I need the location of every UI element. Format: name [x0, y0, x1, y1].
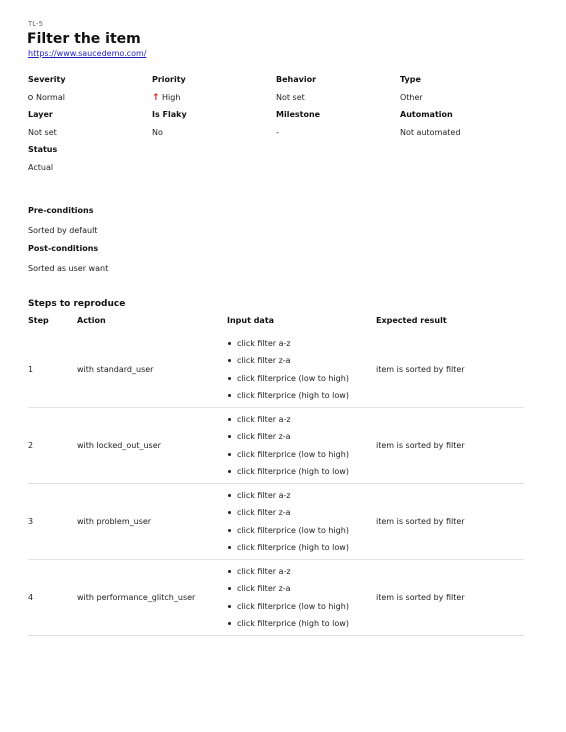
arrow-up-icon: ↑ [152, 92, 160, 103]
status-value: Actual [28, 163, 54, 172]
type-label: Type [400, 75, 421, 84]
input-list [227, 411, 376, 481]
behavior-label: Behavior [276, 75, 317, 84]
is-flaky-value: No [152, 128, 163, 137]
severity-field [28, 74, 152, 103]
behavior-field [276, 74, 400, 103]
step-action: with standard_user [77, 332, 227, 408]
input-item: click filter a-z [227, 487, 376, 505]
input-item: click filterprice (high to low) [227, 463, 376, 481]
automation-value: Not automated [400, 128, 461, 137]
circle-outline-icon [28, 95, 33, 100]
input-item: click filterprice (low to high) [227, 446, 376, 464]
priority-value: High [162, 93, 181, 102]
input-item: click filterprice (high to low) [227, 539, 376, 557]
status-label: Status [28, 145, 58, 154]
priority-label: Priority [152, 75, 186, 84]
milestone-label: Milestone [276, 110, 321, 119]
step-header: Step [28, 316, 49, 325]
input-item: click filterprice (high to low) [227, 387, 376, 405]
step-number: 4 [28, 560, 77, 636]
table-row [28, 408, 524, 484]
input-list [227, 487, 376, 557]
milestone-field [276, 109, 400, 138]
severity-label: Severity [28, 75, 66, 84]
step-number: 1 [28, 332, 77, 408]
layer-value: Not set [28, 128, 57, 137]
input-item: click filter a-z [227, 335, 376, 353]
postconditions-heading: Post-conditions [28, 244, 99, 253]
expected-header: Expected result [376, 316, 447, 325]
properties-grid [28, 74, 528, 179]
step-action: with problem_user [77, 484, 227, 560]
table-row [28, 332, 524, 408]
step-number: 3 [28, 484, 77, 560]
input-item: click filter a-z [227, 563, 376, 581]
input-item: click filter z-a [227, 580, 376, 598]
is-flaky-field [152, 109, 276, 138]
input-item: click filterprice (low to high) [227, 598, 376, 616]
layer-label: Layer [28, 110, 53, 119]
page-title: Filter the item [27, 31, 141, 47]
step-action: with locked_out_user [77, 408, 227, 484]
severity-value: Normal [36, 93, 65, 102]
url-link[interactable]: https://www.saucedemo.com/ [28, 49, 147, 58]
behavior-value: Not set [276, 93, 305, 102]
input-item: click filter a-z [227, 411, 376, 429]
step-action: with performance_glitch_user [77, 560, 227, 636]
input-item: click filter z-a [227, 428, 376, 446]
milestone-value: - [276, 128, 279, 137]
automation-label: Automation [400, 110, 453, 119]
input-item: click filterprice (low to high) [227, 370, 376, 388]
table-row [28, 560, 524, 636]
case-id: TL-5 [28, 20, 44, 28]
input-list [227, 563, 376, 633]
step-expected: item is sorted by filter [376, 560, 524, 636]
input-item: click filter z-a [227, 352, 376, 370]
priority-field [152, 74, 276, 103]
input-item: click filter z-a [227, 504, 376, 522]
preconditions-value: Sorted by default [28, 226, 98, 235]
input-header: Input data [227, 316, 275, 325]
postconditions-value: Sorted as user want [28, 264, 109, 273]
action-header: Action [77, 316, 106, 325]
steps-table [28, 316, 524, 636]
input-item: click filterprice (low to high) [227, 522, 376, 540]
type-value: Other [400, 93, 423, 102]
input-item: click filterprice (high to low) [227, 615, 376, 633]
status-field [28, 144, 152, 173]
steps-title: Steps to reproduce [28, 299, 126, 309]
automation-field [400, 109, 524, 138]
is-flaky-label: Is Flaky [152, 110, 187, 119]
preconditions-heading: Pre-conditions [28, 206, 94, 215]
type-field [400, 74, 524, 103]
layer-field [28, 109, 152, 138]
step-expected: item is sorted by filter [376, 332, 524, 408]
step-expected: item is sorted by filter [376, 408, 524, 484]
table-row [28, 484, 524, 560]
step-number: 2 [28, 408, 77, 484]
step-expected: item is sorted by filter [376, 484, 524, 560]
input-list [227, 335, 376, 405]
